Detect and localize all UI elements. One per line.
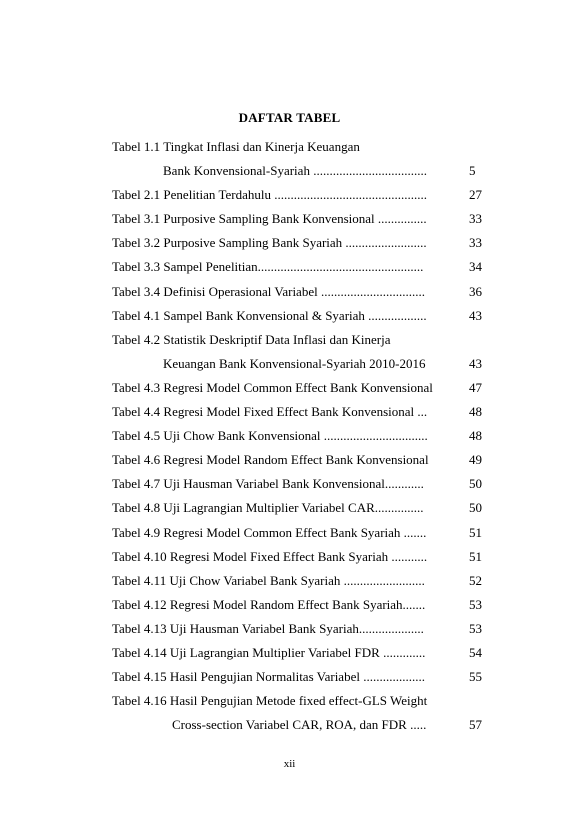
toc-entry-label: Tabel 4.8 Uji Lagrangian Multiplier Variabel CAR...............	[112, 500, 424, 516]
table-list	[112, 138, 492, 740]
toc-entry	[112, 596, 492, 620]
toc-entry-label: Tabel 4.2 Statistik Deskriptif Data Inflasi dan Kinerja	[112, 331, 391, 347]
toc-entry	[112, 716, 492, 740]
toc-entry	[112, 234, 492, 258]
toc-entry	[112, 692, 492, 716]
page-number: xii	[283, 758, 296, 770]
toc-entry-page: 33	[469, 235, 482, 251]
toc-entry	[112, 307, 492, 331]
toc-entry-page: 52	[469, 572, 482, 588]
toc-entry-label: Tabel 4.7 Uji Hausman Variabel Bank Konvensional............	[112, 476, 424, 492]
toc-entry-page: 43	[469, 307, 482, 323]
toc-entry	[112, 499, 492, 523]
toc-entry-label: Tabel 4.3 Regresi Model Common Effect Bank Konvensional	[112, 379, 433, 395]
toc-entry-label: Tabel 4.5 Uji Chow Bank Konvensional ................................	[112, 428, 428, 444]
toc-entry	[112, 355, 492, 379]
toc-entry-label: Tabel 3.1 Purposive Sampling Bank Konvensional ...............	[112, 211, 427, 227]
toc-entry-label: Tabel 4.6 Regresi Model Random Effect Bank Konvensional	[112, 452, 429, 468]
toc-entry-label: Cross-section Variabel CAR, ROA, dan FDR .....	[172, 717, 427, 733]
toc-entry-page: 48	[469, 404, 482, 420]
toc-entry-label: Tabel 4.16 Hasil Pengujian Metode fixed effect-GLS Weight	[112, 693, 428, 709]
toc-entry-page: 54	[469, 644, 482, 660]
toc-entry-page: 34	[469, 259, 482, 275]
toc-entry-page: 55	[469, 669, 482, 685]
toc-entry	[112, 524, 492, 548]
toc-entry-label: Tabel 4.10 Regresi Model Fixed Effect Bank Syariah ...........	[112, 548, 428, 564]
toc-entry-label: Tabel 4.14 Uji Lagrangian Multiplier Variabel FDR .............	[112, 644, 426, 660]
toc-entry	[112, 548, 492, 572]
toc-entry-page: 53	[469, 620, 482, 636]
toc-entry-page: 50	[469, 476, 482, 492]
toc-entry-page: 27	[469, 187, 482, 203]
toc-entry-page: 5	[469, 163, 476, 179]
toc-entry	[112, 644, 492, 668]
toc-entry-page: 51	[469, 548, 482, 564]
toc-entry-label: Tabel 1.1 Tingkat Inflasi dan Kinerja Keuangan	[112, 139, 360, 154]
toc-entry	[112, 283, 492, 307]
page-title: DAFTAR TABEL	[238, 110, 341, 125]
toc-entry	[112, 620, 492, 644]
toc-entry-label: Bank Konvensional-Syariah ...................................	[163, 163, 427, 179]
toc-entry	[112, 138, 492, 162]
toc-entry	[112, 668, 492, 692]
toc-entry-page: 33	[469, 211, 482, 227]
toc-entry-page: 49	[469, 452, 482, 468]
toc-entry-label: Keuangan Bank Konvensional-Syariah 2010-2016	[163, 355, 426, 371]
toc-entry-page: 51	[469, 524, 482, 540]
toc-entry-page: 48	[469, 428, 482, 444]
toc-entry-label: Tabel 4.13 Uji Hausman Variabel Bank Syariah....................	[112, 620, 424, 636]
toc-entry	[112, 427, 492, 451]
toc-entry	[112, 572, 492, 596]
toc-entry-label: Tabel 3.4 Definisi Operasional Variabel ................................	[112, 283, 425, 299]
toc-entry-label: Tabel 4.15 Hasil Pengujian Normalitas Variabel ...................	[112, 669, 425, 685]
toc-entry-page: 57	[469, 717, 482, 733]
toc-entry-page: 50	[469, 500, 482, 516]
toc-entry-label: Tabel 4.4 Regresi Model Fixed Effect Bank Konvensional ...	[112, 404, 428, 420]
toc-entry	[112, 258, 492, 282]
toc-entry-label: Tabel 4.1 Sampel Bank Konvensional & Syariah ..................	[112, 307, 427, 323]
toc-entry-label: Tabel 3.2 Purposive Sampling Bank Syariah .........................	[112, 235, 427, 251]
toc-entry	[112, 162, 492, 186]
toc-entry	[112, 210, 492, 234]
toc-entry	[112, 186, 492, 210]
toc-entry	[112, 331, 492, 355]
toc-entry-label: Tabel 4.11 Uji Chow Variabel Bank Syariah .........................	[112, 572, 425, 588]
toc-entry-page: 53	[469, 596, 482, 612]
toc-entry-label: Tabel 2.1 Penelitian Terdahulu ...............................................	[112, 187, 427, 203]
toc-entry-page: 47	[469, 379, 482, 395]
toc-entry-page: 36	[469, 283, 482, 299]
toc-entry-label: Tabel 3.3 Sampel Penelitian...................................................	[112, 259, 424, 275]
toc-entry-label: Tabel 4.12 Regresi Model Random Effect Bank Syariah.......	[112, 596, 426, 612]
toc-entry	[112, 379, 492, 403]
toc-entry	[112, 475, 492, 499]
toc-entry-label: Tabel 4.9 Regresi Model Common Effect Bank Syariah .......	[112, 524, 427, 540]
toc-entry	[112, 451, 492, 475]
toc-entry	[112, 403, 492, 427]
toc-entry-page: 43	[469, 355, 482, 371]
